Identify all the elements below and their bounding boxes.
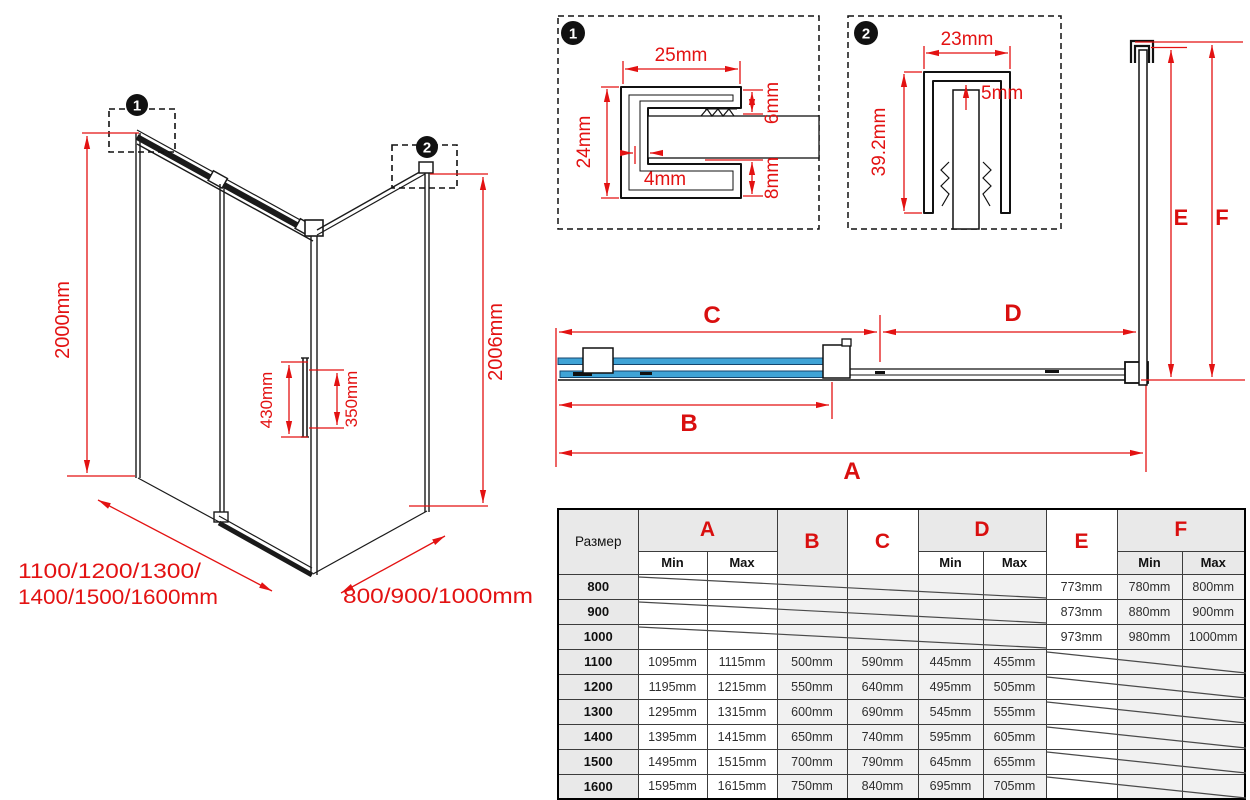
depth-options-label: 800/900/1000mm <box>343 585 533 608</box>
table-cell <box>707 599 777 624</box>
row-size-label: 1500 <box>558 749 638 774</box>
glass-panel-section <box>953 90 979 229</box>
table-cell <box>918 574 983 599</box>
side-dimension-labels <box>1174 205 1229 230</box>
table-cell: 900mm <box>1182 599 1245 624</box>
table-cell: 495mm <box>918 674 983 699</box>
table-cell <box>777 624 847 649</box>
detail-2-view <box>845 12 1067 234</box>
table-cell <box>1046 699 1117 724</box>
table-cell: 740mm <box>847 724 918 749</box>
column-c-header: C <box>847 509 918 574</box>
dim-c-label: C <box>703 302 721 329</box>
width-options-line2: 1400/1500/1600mm <box>18 586 218 609</box>
isometric-view <box>10 80 545 628</box>
row-size-label: 1400 <box>558 724 638 749</box>
table-row <box>558 624 1245 649</box>
roller-bracket-left <box>583 348 613 373</box>
table-row <box>558 574 1245 599</box>
table-cell: 1215mm <box>707 674 777 699</box>
table-cell: 780mm <box>1117 574 1182 599</box>
gasket-right <box>983 162 991 206</box>
size-table <box>557 508 1246 800</box>
table-cell <box>1182 699 1245 724</box>
row-size-label: 1600 <box>558 774 638 799</box>
table-cell <box>918 599 983 624</box>
column-a-header: A <box>638 509 777 551</box>
f-min-header: Min <box>1117 551 1182 574</box>
detail-markers <box>109 94 457 188</box>
iso-dimension-labels <box>18 281 533 609</box>
a-max-header: Max <box>707 551 777 574</box>
table-row <box>558 674 1245 699</box>
table-cell <box>1046 749 1117 774</box>
column-e-header: E <box>1046 509 1117 574</box>
side-panel-structure <box>1131 41 1153 385</box>
table-row <box>558 649 1245 674</box>
table-cell <box>847 574 918 599</box>
table-cell <box>1117 774 1182 799</box>
table-cell: 605mm <box>983 724 1046 749</box>
table-cell <box>1182 749 1245 774</box>
size-table-section <box>557 508 1249 800</box>
table-cell: 773mm <box>1046 574 1117 599</box>
table-cell <box>918 624 983 649</box>
table-cell: 650mm <box>777 724 847 749</box>
table-cell <box>1046 724 1117 749</box>
table-cell: 645mm <box>918 749 983 774</box>
row-size-label: 1300 <box>558 699 638 724</box>
table-cell <box>707 574 777 599</box>
table-cell: 973mm <box>1046 624 1117 649</box>
d-min-header: Min <box>918 551 983 574</box>
table-cell: 590mm <box>847 649 918 674</box>
table-cell <box>707 624 777 649</box>
plan-view <box>545 295 1165 505</box>
detail2-gap-label: 5mm <box>981 83 1024 104</box>
f-max-header: Max <box>1182 551 1245 574</box>
detail1-topgap-label: 6mm <box>762 81 783 125</box>
table-cell <box>777 599 847 624</box>
table-cell <box>1182 774 1245 799</box>
detail1-height-label: 24mm <box>574 115 595 169</box>
glass-panel-section <box>648 116 819 158</box>
table-cell <box>983 599 1046 624</box>
table-cell: 640mm <box>847 674 918 699</box>
table-row <box>558 599 1245 624</box>
detail2-height-label: 39.2mm <box>869 107 890 177</box>
row-size-label: 1000 <box>558 624 638 649</box>
table-cell <box>1182 649 1245 674</box>
table-cell: 500mm <box>777 649 847 674</box>
table-cell: 550mm <box>777 674 847 699</box>
table-cell <box>1117 724 1182 749</box>
table-cell: 1000mm <box>1182 624 1245 649</box>
table-cell: 700mm <box>777 749 847 774</box>
table-cell <box>1117 674 1182 699</box>
marker1-number: 1 <box>132 97 142 115</box>
table-cell <box>1117 749 1182 774</box>
table-row <box>558 749 1245 774</box>
dim-b-label: B <box>680 410 698 437</box>
table-row <box>558 774 1245 799</box>
detail2-marker-number: 2 <box>861 25 871 43</box>
table-cell: 790mm <box>847 749 918 774</box>
row-size-label: 1200 <box>558 674 638 699</box>
table-cell <box>1046 649 1117 674</box>
table-cell: 1195mm <box>638 674 707 699</box>
table-cell <box>638 599 707 624</box>
table-cell <box>983 574 1046 599</box>
table-cell: 1495mm <box>638 749 707 774</box>
handle-outer-label: 430mm <box>257 371 276 429</box>
table-cell <box>1046 774 1117 799</box>
table-cell: 655mm <box>983 749 1046 774</box>
table-cell <box>847 599 918 624</box>
table-cell: 840mm <box>847 774 918 799</box>
handle-inner-label: 350mm <box>342 370 361 428</box>
table-cell: 750mm <box>777 774 847 799</box>
detail1-width-label: 25mm <box>654 45 708 66</box>
table-cell: 1395mm <box>638 724 707 749</box>
enclosure-structure <box>136 130 433 575</box>
table-cell: 1595mm <box>638 774 707 799</box>
roller-bracket-right <box>823 345 850 378</box>
column-d-header: D <box>918 509 1046 551</box>
row-size-label: 800 <box>558 574 638 599</box>
height-right-label: 2006mm <box>485 303 507 381</box>
table-cell <box>777 574 847 599</box>
table-cell: 880mm <box>1117 599 1182 624</box>
row-size-label: 900 <box>558 599 638 624</box>
marker2-number: 2 <box>422 139 432 157</box>
table-row <box>558 724 1245 749</box>
a-min-header: Min <box>638 551 707 574</box>
plan-dimension-labels <box>680 300 1021 485</box>
detail1-wall-label: 4mm <box>643 169 687 190</box>
table-cell <box>1117 649 1182 674</box>
table-cell: 555mm <box>983 699 1046 724</box>
table-cell <box>1117 699 1182 724</box>
detail2-width-label: 23mm <box>940 29 994 50</box>
table-row <box>558 699 1245 724</box>
table-cell: 445mm <box>918 649 983 674</box>
table-cell: 1295mm <box>638 699 707 724</box>
table-cell: 1515mm <box>707 749 777 774</box>
table-cell: 600mm <box>777 699 847 724</box>
size-column-header: Размер <box>558 509 638 574</box>
table-cell: 455mm <box>983 649 1046 674</box>
table-cell: 1315mm <box>707 699 777 724</box>
table-cell: 505mm <box>983 674 1046 699</box>
gasket-left <box>941 162 949 206</box>
dim-d-label: D <box>1004 300 1022 327</box>
row-size-label: 1100 <box>558 649 638 674</box>
detail-1-view <box>555 12 825 234</box>
table-cell: 595mm <box>918 724 983 749</box>
table-cell: 1095mm <box>638 649 707 674</box>
track-top-view <box>558 339 1148 383</box>
table-cell: 705mm <box>983 774 1046 799</box>
table-cell: 1615mm <box>707 774 777 799</box>
table-cell <box>983 624 1046 649</box>
dim-f-label: F <box>1215 205 1229 230</box>
dim-e-label: E <box>1173 205 1189 230</box>
column-f-header: F <box>1117 509 1245 551</box>
table-cell: 545mm <box>918 699 983 724</box>
column-b-header: B <box>777 509 847 574</box>
dim-a-label: A <box>843 458 861 485</box>
table-cell <box>847 624 918 649</box>
table-cell <box>1182 674 1245 699</box>
side-panel-view <box>1075 25 1250 490</box>
gasket-top <box>701 109 734 116</box>
detail1-marker-number: 1 <box>568 25 578 43</box>
table-cell <box>638 574 707 599</box>
table-cell: 1415mm <box>707 724 777 749</box>
table-cell: 1115mm <box>707 649 777 674</box>
table-cell: 980mm <box>1117 624 1182 649</box>
height-left-label: 2000mm <box>52 281 74 359</box>
d-max-header: Max <box>983 551 1046 574</box>
table-cell: 800mm <box>1182 574 1245 599</box>
detail1-bottomgap-label: 8mm <box>762 156 783 200</box>
width-options-line1: 1100/1200/1300/ <box>18 560 202 583</box>
table-cell: 695mm <box>918 774 983 799</box>
table-cell <box>1046 674 1117 699</box>
table-cell: 873mm <box>1046 599 1117 624</box>
table-cell: 690mm <box>847 699 918 724</box>
table-cell <box>1182 724 1245 749</box>
table-cell <box>638 624 707 649</box>
